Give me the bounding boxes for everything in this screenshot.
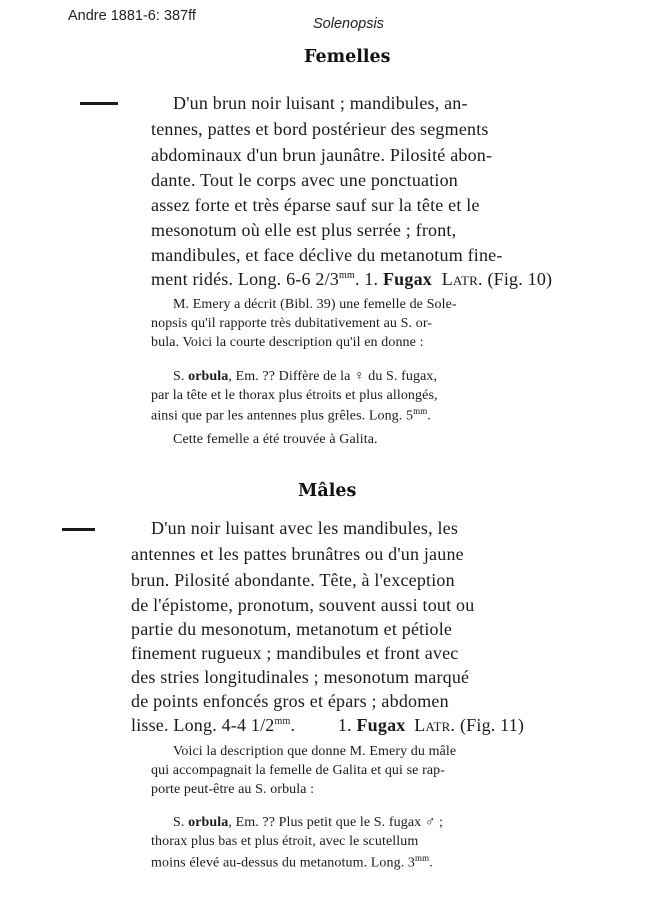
orbula-end: . — [427, 408, 431, 424]
femelles-line: D'un brun noir luisant ; mandibules, an- — [173, 93, 468, 113]
males-line: partie du mesonotum, metanotum et pétiole — [131, 619, 453, 639]
males-line: brun. Pilosité abondante. Tête, à l'exception — [131, 570, 455, 590]
species-name: Fugax — [382, 269, 432, 289]
femelles-note-line: nopsis qu'il rapporte très dubitativement au S. or- — [151, 316, 433, 331]
page-reference: Andre 1881-6: 387ff — [68, 8, 196, 24]
orbula-male-line — [151, 853, 433, 872]
orbula-name: orbula — [188, 369, 229, 384]
males-line: des stries longitudinales ; mesonotum marqué — [131, 667, 470, 687]
orbula-male-line: thorax plus bas et plus étroit, avec le scutellum — [151, 834, 419, 849]
orbula-female-line — [173, 369, 437, 385]
long-dot: . — [354, 269, 360, 289]
orbula-text: moins élevé au-dessus du metanotum. Long. 3 — [151, 855, 416, 871]
femelles-note-line: M. Emery a décrit (Bibl. 39) une femelle de Sole- — [173, 297, 457, 312]
long-dot: . — [290, 715, 296, 735]
males-note-line: porte peut-être au S. orbula : — [151, 782, 315, 797]
femelles-note-line: bula. Voici la courte description qu'il en donne : — [151, 335, 424, 350]
femelles-line: mesonotum où elle est plus serrée ; front, — [151, 220, 457, 240]
males-line: antennes et les pattes brunâtres ou d'un jaune — [131, 544, 464, 564]
species-number: 1. — [364, 269, 379, 289]
males-note-line: Voici la description que donne M. Emery du mâle — [173, 744, 457, 759]
unit-mm: mm — [413, 406, 428, 416]
orbula-text: , Em. ?? Diffère de la ♀ du S. fugax, — [228, 369, 438, 384]
orbula-male-line — [173, 815, 443, 831]
genus-title: Solenopsis — [313, 16, 384, 32]
species-number: 1. — [337, 715, 352, 735]
unit-mm: mm — [415, 853, 430, 863]
species-author: Latr. — [414, 715, 456, 735]
figure-reference: (Fig. 10) — [487, 269, 553, 289]
orbula-text: , Em. ?? Plus petit que le S. fugax ♂ ; — [228, 815, 444, 830]
species-name: Fugax — [356, 715, 406, 735]
orbula-name: orbula — [188, 815, 229, 830]
long-text: lisse. Long. 4-4 1/2 — [131, 715, 275, 735]
orbula-end: . — [429, 855, 433, 871]
femelles-line: mandibules, et face déclive du metanotum fine- — [151, 245, 503, 265]
males-species-line — [131, 715, 524, 736]
long-text: ment ridés. Long. 6-6 2/3 — [151, 269, 339, 289]
femelles-line: abdominaux d'un brun jaunâtre. Pilosité abon- — [151, 145, 493, 165]
section-dash-males — [62, 528, 95, 531]
orbula-female-line: par la tête et le thorax plus étroits et plus allongés, — [151, 388, 438, 403]
femelles-line: tennes, pattes et bord postérieur des segments — [151, 119, 489, 139]
section-dash-femelles — [80, 102, 118, 105]
males-note-line: qui accompagnait la femelle de Galita et qui se rap- — [151, 763, 446, 778]
orbula-text: ainsi que par les antennes plus grêles. Long. 5 — [151, 408, 414, 424]
orbula-prefix: S. — [173, 815, 185, 830]
species-author: Latr. — [441, 269, 483, 289]
section-heading-males: Mâles — [298, 481, 357, 501]
galita-note: Cette femelle a été trouvée à Galita. — [173, 432, 378, 447]
orbula-prefix: S. — [173, 369, 185, 384]
males-line: de l'épistome, pronotum, souvent aussi tout ou — [131, 595, 475, 615]
section-heading-femelles: Femelles — [304, 47, 391, 67]
unit-mm: mm — [338, 270, 355, 281]
males-line: finement rugueux ; mandibules et front avec — [131, 643, 459, 663]
males-line: D'un noir luisant avec les mandibules, les — [151, 518, 459, 538]
femelles-line: dante. Tout le corps avec une ponctuation — [151, 170, 459, 190]
unit-mm: mm — [274, 716, 291, 727]
orbula-female-line — [151, 406, 431, 425]
figure-reference: (Fig. 11) — [459, 715, 525, 735]
males-line: de points enfoncés gros et épars ; abdomen — [131, 691, 449, 711]
femelles-line: assez forte et très éparse sauf sur la tête et le — [151, 195, 480, 215]
femelles-species-line — [151, 269, 552, 290]
